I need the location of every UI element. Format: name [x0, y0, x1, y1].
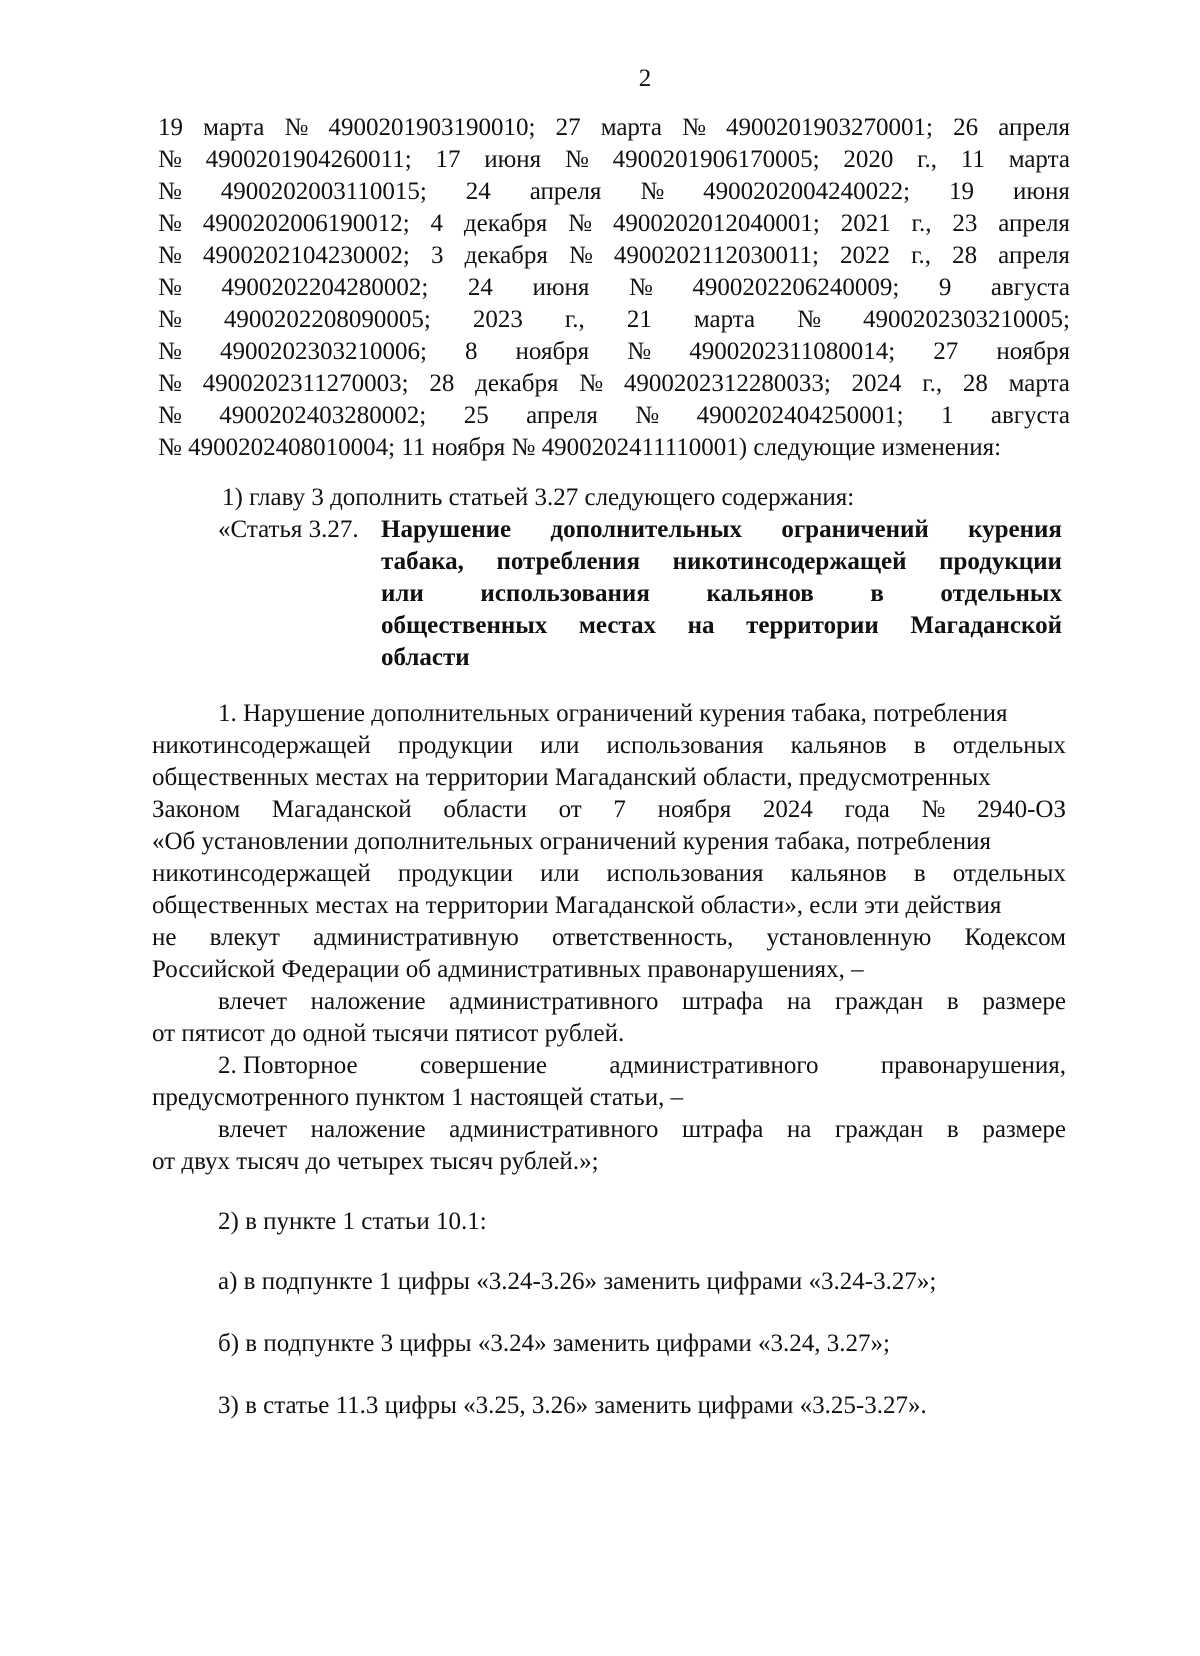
word: общественных — [381, 612, 548, 639]
word: «Статья 3.27. — [218, 516, 359, 543]
word: наложение — [310, 1116, 426, 1143]
word: кальянов — [790, 860, 887, 887]
word: а) в подпункте 1 цифры «3.24-3.26» заменить цифрами «3.24-3.27»; — [218, 1268, 937, 1295]
text-line — [158, 144, 1070, 176]
word: 4900201903270001; — [726, 114, 933, 141]
word: № — [158, 306, 182, 333]
article-heading-line — [381, 546, 1062, 578]
word: 19 — [158, 114, 183, 141]
word: 2022 — [840, 242, 891, 269]
word: № — [158, 338, 182, 365]
word: или — [381, 580, 424, 607]
word: г., — [564, 306, 585, 333]
article-label — [218, 514, 359, 546]
word: 21 — [626, 306, 652, 333]
word: в — [913, 860, 926, 887]
word: № — [579, 370, 604, 397]
word: 4900202303210006; — [219, 338, 427, 365]
word: предусмотренного пунктом 1 настоящей статьи, – — [152, 1084, 684, 1111]
word: апреля — [526, 402, 598, 429]
word: штрафа — [681, 1116, 764, 1143]
word: отдельных — [940, 580, 1062, 607]
word: г., — [911, 242, 932, 269]
word: 25 — [463, 402, 489, 429]
text-line — [158, 112, 1070, 144]
word: 24 — [465, 178, 491, 205]
word: 4900202403280002; — [219, 402, 427, 429]
sanction-line — [218, 1114, 1066, 1146]
sub-item-b — [218, 1328, 890, 1360]
word: № — [158, 146, 182, 173]
word: 4900202311080014; — [689, 338, 896, 365]
word: № — [797, 306, 821, 333]
word: территории — [746, 612, 879, 639]
word: 1 — [940, 402, 954, 429]
word: или — [540, 732, 580, 759]
word: на — [687, 612, 715, 639]
text-line — [158, 176, 1070, 208]
list-item-2 — [218, 1206, 487, 1238]
text-line — [158, 368, 1070, 400]
word: № — [568, 242, 593, 269]
word: ограничений — [781, 516, 929, 543]
word: размере — [982, 1116, 1066, 1143]
word: 24 — [467, 274, 493, 301]
word: 4900202204280002; — [221, 274, 429, 301]
word: 4900202303210005; — [862, 306, 1070, 333]
word: 4900202404250001; — [696, 402, 904, 429]
word: 28 — [962, 370, 988, 397]
word: 4900202206240009; — [692, 274, 900, 301]
word: 4900201906170005; — [612, 146, 820, 173]
word: размере — [982, 988, 1066, 1015]
word: 2. Повторное — [218, 1052, 358, 1079]
word: 3 — [430, 242, 444, 269]
word: 7 — [613, 796, 626, 823]
word: «Об установлении дополнительных ограничений курения табака, потребления — [152, 828, 991, 855]
word: 4900202004240022; — [703, 178, 911, 205]
word: № — [682, 114, 706, 141]
word: 4900202311270003; — [202, 370, 409, 397]
word: местах — [578, 612, 657, 639]
word: продукции — [939, 548, 1062, 575]
word: июня — [484, 146, 542, 173]
word: 27 — [555, 114, 581, 141]
word: правонарушения, — [880, 1052, 1066, 1079]
sub-item-a — [218, 1266, 936, 1298]
word: № — [640, 178, 665, 205]
word: 4 — [430, 210, 444, 237]
word: ответственность, — [551, 924, 734, 951]
word: г., — [917, 146, 938, 173]
word: использования — [480, 580, 650, 607]
word: № — [158, 210, 182, 237]
word: в — [870, 580, 884, 607]
word: от пятисот до одной тысячи пятисот рублей. — [152, 1020, 625, 1047]
word: штрафа — [681, 988, 764, 1015]
word: 2024 — [762, 796, 813, 823]
article-paragraph-1 — [218, 698, 1007, 730]
page-number: 2 — [638, 65, 652, 92]
word: апреля — [998, 114, 1070, 141]
word: общественных местах на территории Магаданский области, предусмотренных — [152, 764, 991, 791]
word: от двух тысяч до четырех тысяч рублей.»; — [152, 1148, 599, 1175]
word: б) в подпункте 3 цифры «3.24» заменить цифрами «3.24, 3.27»; — [218, 1330, 890, 1357]
word: 23 — [952, 210, 978, 237]
word: области — [443, 796, 527, 823]
word: в — [946, 1116, 959, 1143]
word: апреля — [529, 178, 602, 205]
text-line — [152, 826, 991, 858]
word: продукции — [397, 860, 514, 887]
word: ноября — [657, 796, 732, 823]
word: № — [158, 370, 182, 397]
word: в — [946, 988, 959, 1015]
word: г., — [922, 370, 943, 397]
list-item-1 — [222, 482, 854, 514]
word: никотинсодержащей — [152, 860, 371, 887]
text-line — [152, 890, 1001, 922]
word: 11 — [960, 146, 985, 173]
word: Российской Федерации об административных правонарушениях, – — [152, 956, 864, 983]
text-line — [152, 794, 1066, 826]
text-line — [152, 1018, 624, 1050]
word: отдельных — [952, 732, 1066, 759]
text-line — [152, 762, 991, 794]
word: области — [381, 644, 470, 671]
text-line — [158, 272, 1070, 304]
text-line — [158, 400, 1070, 432]
word: ноября — [996, 338, 1070, 365]
word: № — [284, 114, 309, 141]
word: августа — [990, 402, 1070, 429]
word: № — [628, 274, 653, 301]
word: № — [158, 274, 182, 301]
word: Кодексом — [964, 924, 1066, 951]
word: марта — [1008, 370, 1070, 397]
word: 19 — [949, 178, 975, 205]
text-line — [158, 208, 1070, 240]
word: 4900202104230002; — [202, 242, 410, 269]
text-line — [152, 858, 1066, 890]
text-line — [158, 432, 1001, 464]
word: в — [913, 732, 926, 759]
word: курения — [968, 516, 1062, 543]
word: 17 — [435, 146, 461, 173]
word: г., — [911, 210, 932, 237]
word: табака, — [381, 548, 464, 575]
word: № — [921, 796, 946, 823]
word: общественных местах на территории Магаданской области», если эти действия — [152, 892, 1002, 919]
text-line — [152, 730, 1066, 762]
word: административного — [449, 988, 659, 1015]
word: марта — [600, 114, 662, 141]
word: Законом — [152, 796, 241, 823]
word: 2021 — [840, 210, 891, 237]
text-line — [158, 240, 1070, 272]
word: Магаданской — [271, 796, 412, 823]
word: марта — [203, 114, 265, 141]
word: административного — [609, 1052, 819, 1079]
word: влечет — [218, 1116, 288, 1143]
word: 28 — [429, 370, 455, 397]
word: июня — [1012, 178, 1070, 205]
text-line — [152, 922, 1066, 954]
text-line — [158, 336, 1070, 368]
word: 1) главу 3 дополнить статьей 3.27 следующего содержания: — [222, 484, 855, 511]
word: установленную — [766, 924, 932, 951]
word: или — [540, 860, 580, 887]
word: 4900202003110015; — [220, 178, 427, 205]
word: на — [786, 1116, 812, 1143]
word: декабря — [475, 370, 559, 397]
word: граждан — [834, 1116, 924, 1143]
word: 8 — [464, 338, 478, 365]
word: использования — [606, 732, 764, 759]
word: 1. Нарушение дополнительных ограничений курения табака, потребления — [218, 700, 1008, 727]
article-heading-line — [381, 578, 1062, 610]
word: 2940-ОЗ — [977, 796, 1066, 823]
word: влечет — [218, 988, 288, 1015]
word: отдельных — [952, 860, 1066, 887]
word: апреля — [998, 242, 1070, 269]
word: от — [558, 796, 582, 823]
word: № 4900202408010004; 11 ноября № 4900202411110001) следующие изменения: — [158, 434, 1002, 461]
word: совершение — [419, 1052, 548, 1079]
word: 2) в пункте 1 статьи 10.1: — [218, 1208, 487, 1235]
word: 28 — [952, 242, 978, 269]
word: 2020 — [843, 146, 894, 173]
word: 9 — [938, 274, 952, 301]
sanction-line — [218, 986, 1066, 1018]
word: кальянов — [790, 732, 887, 759]
word: административную — [313, 924, 519, 951]
text-line — [158, 304, 1070, 336]
text-line — [152, 1082, 683, 1114]
word: ноября — [515, 338, 590, 365]
word: марта — [693, 306, 756, 333]
word: граждан — [834, 988, 924, 1015]
article-heading-line — [381, 642, 470, 674]
word: июня — [532, 274, 590, 301]
word: дополнительных — [550, 516, 743, 543]
word: продукции — [397, 732, 514, 759]
word: 4900202312280033; — [623, 370, 831, 397]
word: 4900201904260011; — [205, 146, 412, 173]
word: № — [158, 402, 182, 429]
word: 4900202112030011; — [613, 242, 819, 269]
word: № — [158, 242, 182, 269]
word: августа — [990, 274, 1070, 301]
word: на — [786, 988, 812, 1015]
word: Нарушение — [381, 516, 512, 543]
word: 26 — [953, 114, 979, 141]
word: Магаданской — [910, 612, 1062, 639]
article-paragraph-2 — [218, 1050, 1066, 1082]
word: 2023 — [472, 306, 523, 333]
text-line — [152, 1146, 599, 1178]
word: наложение — [310, 988, 426, 1015]
word: административного — [449, 1116, 659, 1143]
word: марта — [1008, 146, 1070, 173]
list-item-3 — [218, 1390, 927, 1422]
word: потребления — [496, 548, 640, 575]
word: 4900202012040001; — [612, 210, 820, 237]
word: использования — [606, 860, 764, 887]
word: декабря — [463, 210, 548, 237]
word: 4900202208090005; — [223, 306, 431, 333]
word: года — [844, 796, 890, 823]
word: 2024 — [851, 370, 902, 397]
word: 4900202006190012; — [202, 210, 410, 237]
word: никотинсодержащей — [672, 548, 907, 575]
word: 3) в статье 11.3 цифры «3.25, 3.26» заменить цифрами «3.25-3.27». — [218, 1392, 927, 1419]
word: влекут — [209, 924, 280, 951]
article-heading-line — [381, 610, 1062, 642]
word: декабря — [464, 242, 548, 269]
word: 27 — [933, 338, 959, 365]
word: 4900201903190010; — [328, 114, 536, 141]
word: № — [568, 210, 593, 237]
word: № — [158, 178, 182, 205]
word: апреля — [998, 210, 1070, 237]
text-line — [152, 954, 864, 986]
word: № — [635, 402, 660, 429]
word: кальянов — [706, 580, 814, 607]
article-heading-line — [381, 514, 1062, 546]
word: не — [152, 924, 177, 951]
word: № — [627, 338, 652, 365]
word: № — [564, 146, 589, 173]
word: никотинсодержащей — [152, 732, 371, 759]
